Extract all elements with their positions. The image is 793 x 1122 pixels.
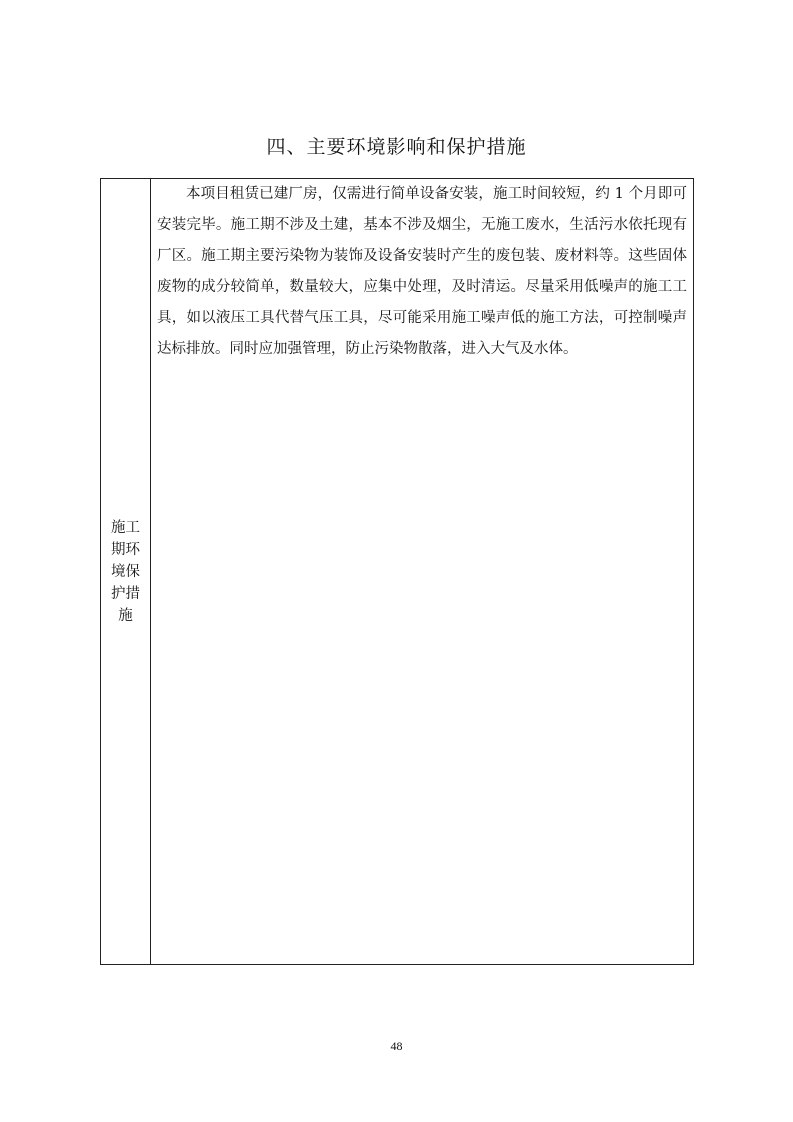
page-number: 48 xyxy=(390,1039,403,1053)
measures-content-cell xyxy=(151,179,693,964)
row-label: 施工期环境保护措施 xyxy=(111,519,140,624)
row-label-cell xyxy=(101,179,151,964)
section-title: 四、主要环境影响和保护措施 xyxy=(266,136,527,158)
construction-measures-table xyxy=(100,178,694,965)
measures-paragraph: 本项目租赁已建厂房，仅需进行简单设备安装，施工时间较短，约 1 个月即可安装完毕。施工期不涉及土建，基本不涉及烟尘，无施工废水，生活污水依托现有厂区。施工期主要污染物为装饰及设备安装时产生的废包装、废材料等。这些固体废物的成分较简单，数量较大，应集中处理，及时清运。尽量采用低噪声的施工工具，如以液压工具代替气压工具，尽可能采用施工噪声低的施工方法，可控制噪声达标排放。同时应加强管理，防止污染物散落，进入大气及水体。 xyxy=(157,186,687,357)
